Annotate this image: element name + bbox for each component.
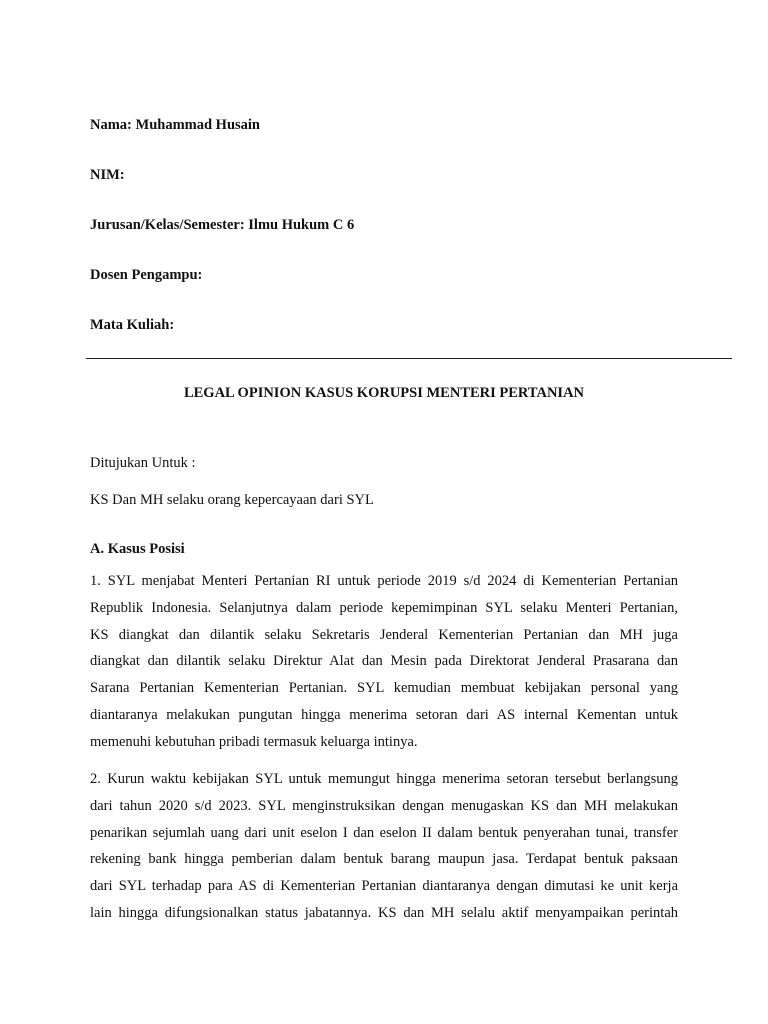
paragraph-line: rekening bank hingga pemberian dalam bentuk barang maupun jasa. Terdapat bentuk paksaan [90, 851, 678, 868]
header-divider [86, 358, 732, 359]
section-heading: A. Kasus Posisi [90, 541, 185, 557]
paragraph-line: 2. Kurun waktu kebijakan SYL untuk memungut hingga menerima setoran tersebut berlangsung [90, 771, 678, 787]
paragraph-line: lain hingga difungsionalkan status jabatannya. KS dan MH selalu aktif menyampaikan perintah [90, 904, 678, 921]
paragraph-1 [90, 568, 678, 756]
paragraph-line: diangkat dan dilantik selaku Direktur Alat dan Mesin pada Direktorat Jenderal Prasarana dan [90, 653, 678, 670]
paragraph-line: dari tahun 2020 s/d 2023. SYL menginstruksikan dengan menugaskan KS dan MH melakukan [90, 797, 678, 814]
paragraph-line: dari SYL terhadap para AS di Kementerian Pertanian diantaranya dengan dimutasi ke unit kerja [90, 878, 678, 895]
paragraph-2 [90, 766, 678, 927]
paragraph-line: diantaranya melakukan pungutan hingga menerima setoran dari AS internal Kementan untuk [90, 706, 678, 723]
document-title: LEGAL OPINION KASUS KORUPSI MENTERI PERTANIAN [183, 385, 585, 401]
paragraph-line: Republik Indonesia. Selanjutnya dalam periode kepemimpinan SYL selaku Menteri Pertanian, [90, 599, 678, 616]
course-field: Mata Kuliah: [90, 317, 175, 333]
student-major-class: Jurusan/Kelas/Semester: Ilmu Hukum C 6 [90, 217, 355, 233]
addressee-value: KS Dan MH selaku orang kepercayaan dari SYL [90, 492, 374, 508]
student-name: Nama: Muhammad Husain [90, 117, 260, 133]
paragraph-line: memenuhi kebutuhan pribadi termasuk keluarga intinya. [90, 733, 418, 750]
lecturer-field: Dosen Pengampu: [90, 267, 203, 283]
student-nim: NIM: [90, 167, 125, 183]
paragraph-line: penarikan sejumlah uang dari unit eselon I dan eselon II dalam bentuk penyerahan tunai, transfer [90, 824, 678, 841]
paragraph-line: Sarana Pertanian Kementerian Pertanian. SYL kemudian membuat kebijakan personal yang [90, 680, 678, 697]
addressee-label: Ditujukan Untuk : [90, 455, 196, 471]
paragraph-line: KS diangkat dan dilantik selaku Sekretaris Jenderal Kementerian Pertanian dan MH juga [90, 626, 678, 643]
paragraph-line: 1. SYL menjabat Menteri Pertanian RI untuk periode 2019 s/d 2024 di Kementerian Pertanian [90, 573, 678, 589]
